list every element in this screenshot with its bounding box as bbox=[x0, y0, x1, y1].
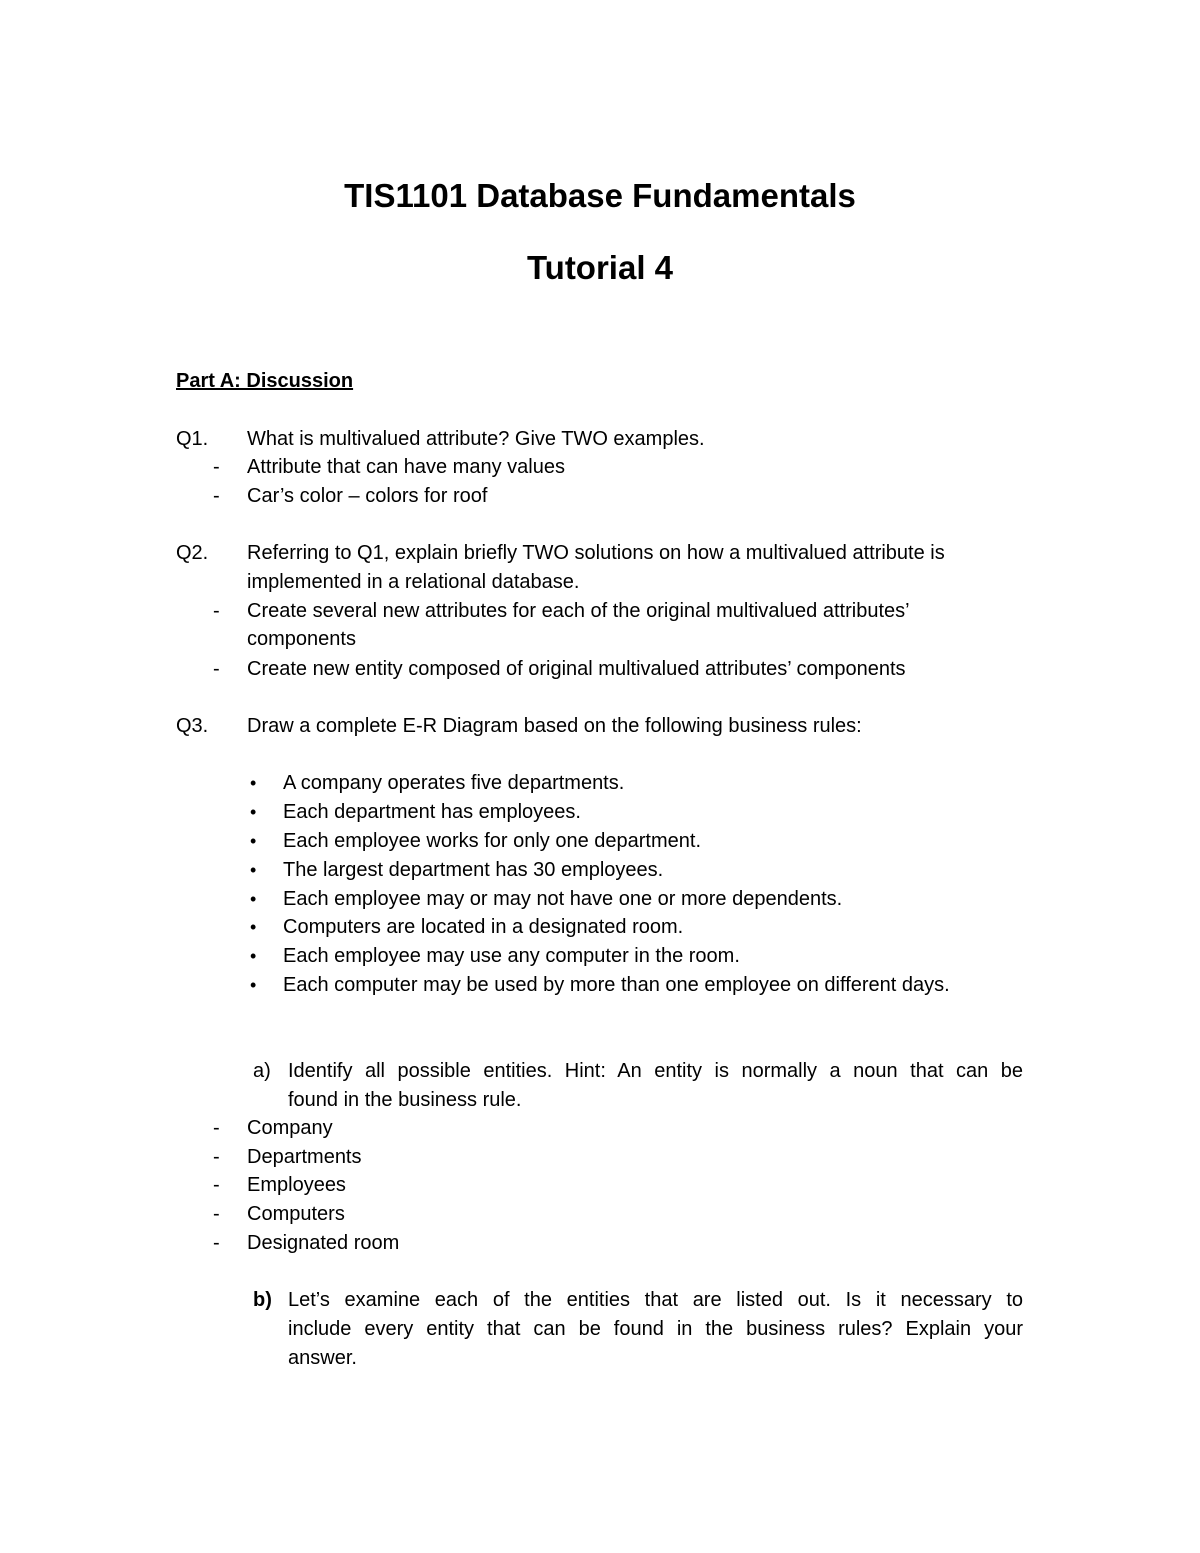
entity-5: Designated room bbox=[247, 1232, 400, 1254]
part-a-line1: Identify all possible entities. Hint: An entity is normally a noun that can be bbox=[288, 1060, 1023, 1082]
rule-5: Each employee may or may not have one or more dependents. bbox=[283, 888, 843, 910]
rule-4-bullet: • bbox=[250, 860, 257, 880]
part-b-line1: Let’s examine each of the entities that are listed out. Is it necessary to bbox=[288, 1289, 1023, 1311]
q2-answer-1-line2: components bbox=[247, 628, 356, 650]
rule-5-bullet: • bbox=[250, 889, 257, 909]
rule-2: Each department has employees. bbox=[283, 801, 581, 823]
rule-3: Each employee works for only one department. bbox=[283, 830, 701, 852]
rule-2-bullet: • bbox=[250, 802, 257, 822]
q1-answer-2: Car’s color – colors for roof bbox=[247, 485, 488, 507]
q2-answer-1-line1: Create several new attributes for each of the original multivalued attributes’ bbox=[247, 600, 910, 622]
entity-1-dash: - bbox=[213, 1117, 220, 1139]
part-a-label: a) bbox=[253, 1060, 271, 1082]
rule-4: The largest department has 30 employees. bbox=[283, 859, 664, 881]
q3-label: Q3. bbox=[176, 715, 209, 737]
rule-3-bullet: • bbox=[250, 831, 257, 851]
rule-8: Each computer may be used by more than one employee on different days. bbox=[283, 974, 950, 996]
entity-3: Employees bbox=[247, 1174, 346, 1196]
q2-answer-2-dash: - bbox=[213, 658, 220, 680]
q1-label: Q1. bbox=[176, 428, 209, 450]
q2-answer-2: Create new entity composed of original multivalued attributes’ components bbox=[247, 658, 906, 680]
q1-answer-2-dash: - bbox=[213, 485, 220, 507]
entity-5-dash: - bbox=[213, 1232, 220, 1254]
q3-question: Draw a complete E-R Diagram based on the following business rules: bbox=[247, 715, 862, 737]
part-a-line2: found in the business rule. bbox=[288, 1089, 522, 1111]
document-title: TIS1101 Database Fundamentals bbox=[344, 177, 856, 214]
rule-6: Computers are located in a designated room. bbox=[283, 916, 684, 938]
rule-8-bullet: • bbox=[250, 975, 257, 995]
q1-question: What is multivalued attribute? Give TWO examples. bbox=[247, 428, 705, 450]
entity-2: Departments bbox=[247, 1146, 362, 1168]
q2-label: Q2. bbox=[176, 542, 209, 564]
q2-question-line2: implemented in a relational database. bbox=[247, 571, 580, 593]
rule-6-bullet: • bbox=[250, 917, 257, 937]
part-heading: Part A: Discussion bbox=[176, 370, 354, 392]
rule-1-bullet: • bbox=[250, 773, 257, 793]
part-b-line3: answer. bbox=[288, 1347, 357, 1369]
rule-7: Each employee may use any computer in the room. bbox=[283, 945, 740, 967]
entity-1: Company bbox=[247, 1117, 333, 1139]
q1-answer-1: Attribute that can have many values bbox=[247, 456, 565, 478]
q2-answer-1-dash: - bbox=[213, 600, 220, 622]
q1-answer-1-dash: - bbox=[213, 456, 220, 478]
part-b-label: b) bbox=[253, 1289, 272, 1311]
entity-4: Computers bbox=[247, 1203, 345, 1225]
entity-4-dash: - bbox=[213, 1203, 220, 1225]
entity-2-dash: - bbox=[213, 1146, 220, 1168]
part-b-line2: include every entity that can be found in the business rules? Explain your bbox=[288, 1318, 1023, 1340]
entity-3-dash: - bbox=[213, 1174, 220, 1196]
rule-1: A company operates five departments. bbox=[283, 772, 625, 794]
rule-7-bullet: • bbox=[250, 946, 257, 966]
document-subtitle: Tutorial 4 bbox=[526, 249, 674, 286]
q2-question-line1: Referring to Q1, explain briefly TWO solutions on how a multivalued attribute is bbox=[247, 542, 945, 564]
